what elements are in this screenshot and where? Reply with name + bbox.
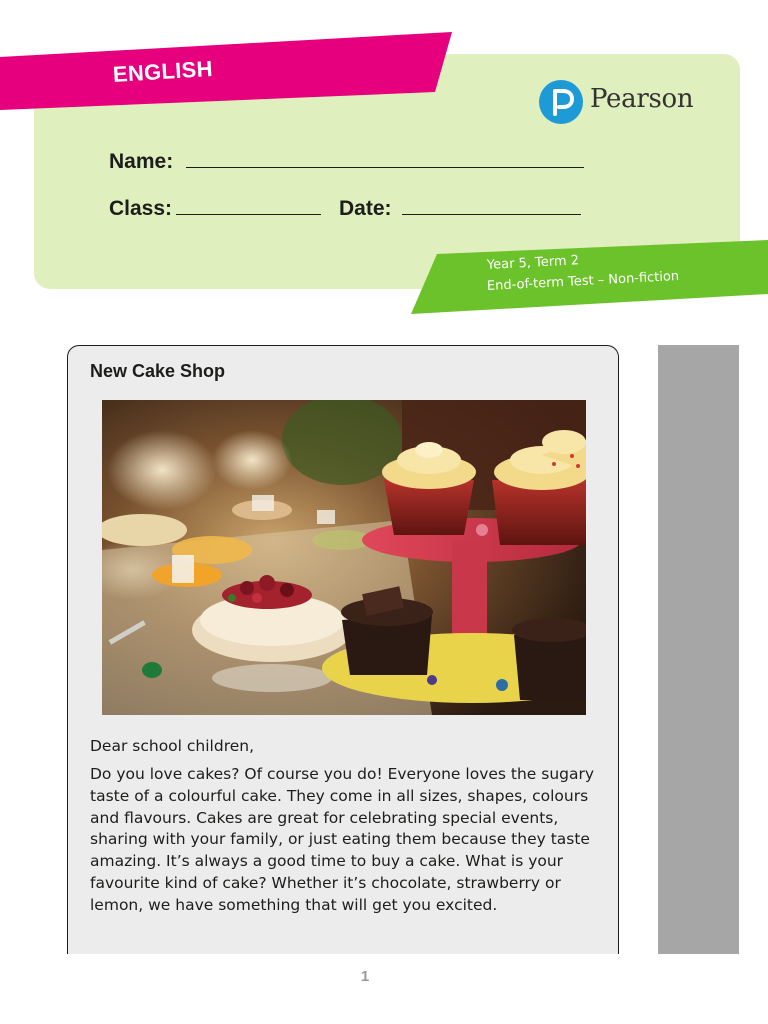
publisher-name: Pearson — [590, 84, 694, 114]
class-field[interactable] — [176, 214, 321, 215]
class-label: Class: — [109, 197, 173, 220]
name-field[interactable] — [186, 167, 584, 168]
test-label: End-of-term Test – Non-fiction — [486, 268, 680, 294]
subject-label: ENGLISH — [112, 55, 214, 87]
term-label: Year 5, Term 2 — [486, 253, 580, 273]
cake-photo — [102, 400, 586, 715]
name-label: Name: — [109, 150, 174, 173]
letter-greeting: Dear school children, — [90, 737, 255, 755]
pearson-logo-icon — [539, 80, 583, 124]
reading-title: New Cake Shop — [90, 361, 226, 381]
letter-body: Do you love cakes? Of course you do! Everyone loves the sugary taste of a colourful cake. They come in all sizes, shapes, colours and flavours. Cakes are great for celebrating special events, sharing with your family, or just eating them because they taste amazing. It’s always a good time to buy a cake. What is your favourite kind of cake? Whether it’s chocolate, strawberry or lemon, we have something that will get you excited. — [90, 765, 595, 914]
page-number: 1 — [360, 968, 370, 985]
date-field[interactable] — [402, 214, 581, 215]
date-label: Date: — [339, 197, 392, 220]
side-bar — [658, 345, 739, 954]
